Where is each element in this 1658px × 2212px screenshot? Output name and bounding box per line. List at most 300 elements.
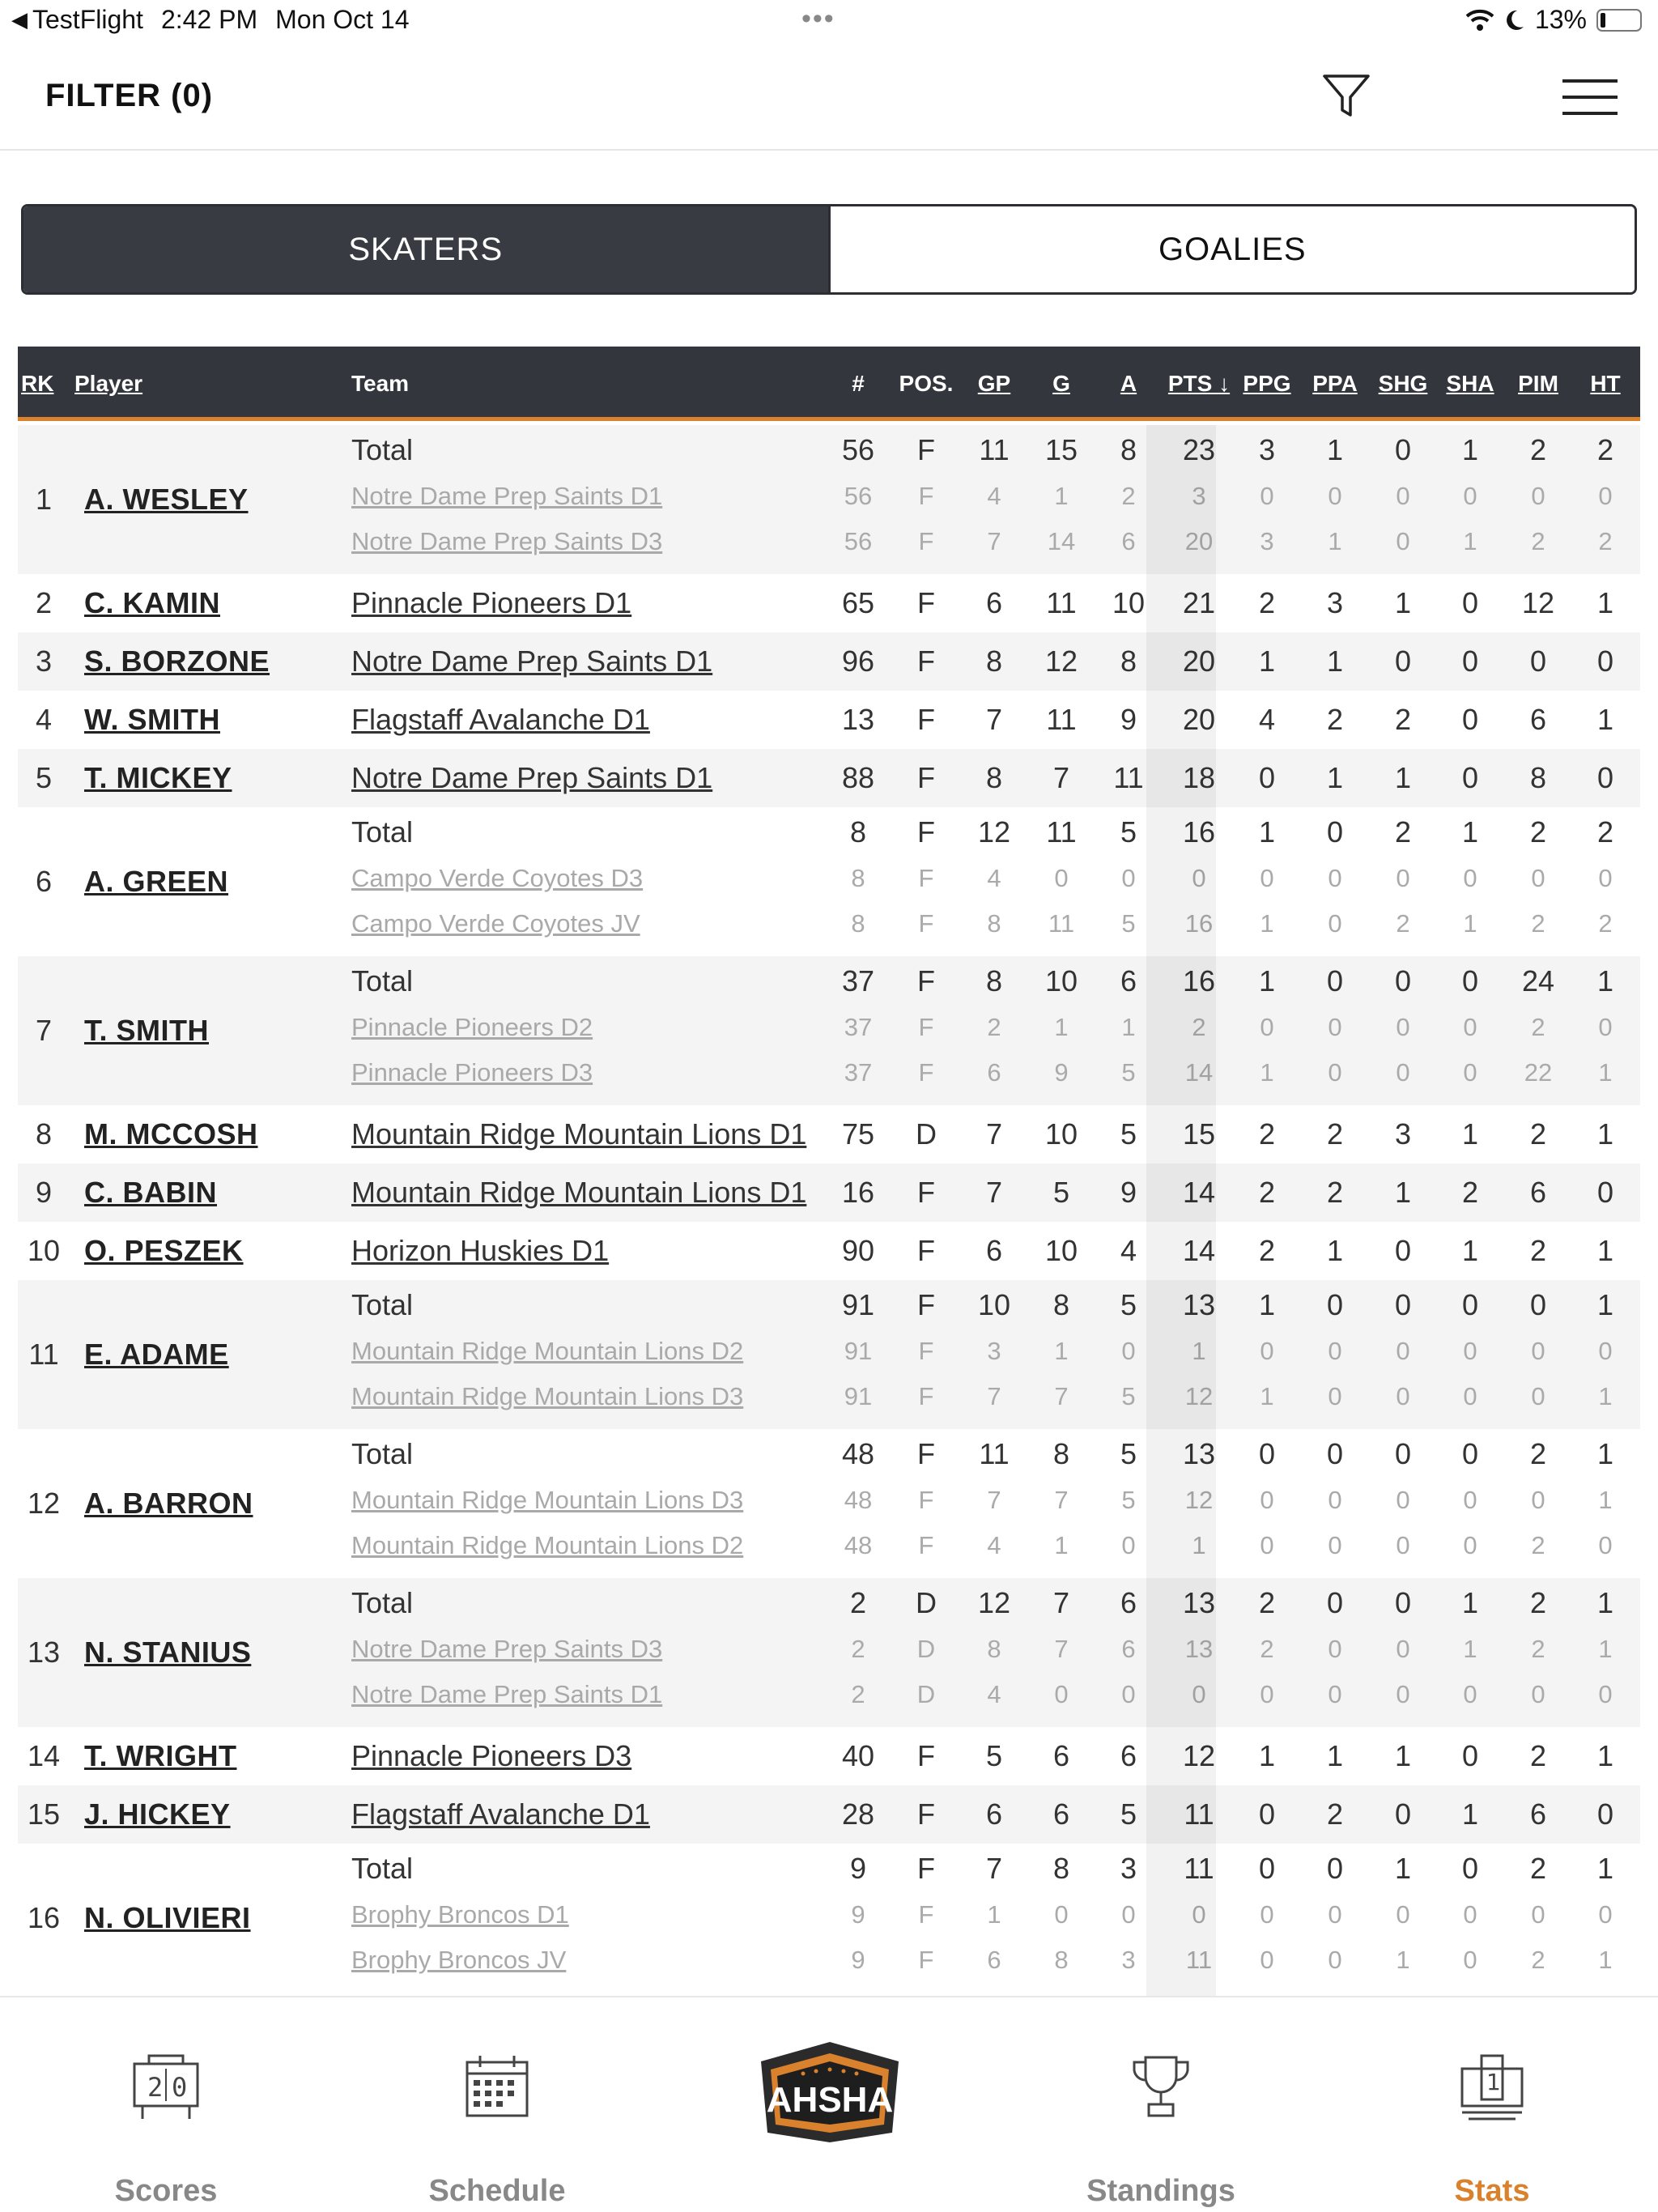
stat-sha: 1 [1463,1635,1477,1663]
stat-pts: 0 [1192,1680,1206,1708]
stat-sha: 0 [1463,482,1477,510]
stat-sha: 0 [1461,1852,1479,1885]
column-a[interactable]: A [1120,371,1137,396]
stat-shg: 0 [1394,1288,1412,1321]
stat-number: 56 [841,433,875,466]
svg-text:2: 2 [147,2072,164,2103]
stat-a: 6 [1121,1635,1136,1663]
player-name-link[interactable]: N. OLIVIERI [84,1901,251,1934]
stat-g: 11 [1046,815,1077,849]
stat-ht: 1 [1596,1288,1614,1321]
stat-pos: F [917,1176,935,1209]
stat-pim: 2 [1529,1234,1547,1267]
player-name-link[interactable]: O. PESZEK [84,1234,244,1267]
tab-stats[interactable] [1387,1997,1597,2212]
player-name-link[interactable]: N. STANIUS [84,1636,252,1669]
stat-shg: 3 [1394,1117,1412,1151]
rank: 16 [27,1901,61,1934]
stat-pim: 0 [1531,1382,1545,1410]
stat-pos: F [918,1013,934,1041]
stat-g: 12 [1044,644,1078,678]
stat-shg: 0 [1394,1437,1412,1470]
stat-pts: 11 [1185,1946,1213,1974]
stat-ppg: 0 [1258,1437,1276,1470]
total-label: Total [351,1437,414,1470]
stat-pts: 13 [1182,1586,1216,1619]
team-link[interactable]: Mountain Ridge Mountain Lions D3 [351,1486,744,1514]
stat-pts: 0 [1192,864,1206,892]
stat-sha: 1 [1461,1234,1479,1267]
stat-sha: 0 [1461,964,1479,998]
player-name-link[interactable]: S. BORZONE [84,644,270,678]
player-name-link[interactable]: T. WRIGHT [84,1739,237,1772]
back-arrow-icon[interactable]: ◀ [11,7,28,32]
stat-pts: 13 [1184,1635,1214,1663]
stat-ppg: 1 [1258,815,1276,849]
stat-a: 2 [1121,482,1136,510]
stat-g: 1 [1054,1337,1069,1365]
column-shg[interactable]: SHG [1378,371,1428,396]
stat-number: 91 [844,1337,873,1365]
table-row [18,1429,1640,1578]
team-link[interactable]: Brophy Broncos D1 [351,1900,569,1929]
stat-a: 1 [1121,1013,1136,1041]
stat-ppa: 0 [1326,1288,1344,1321]
team-link[interactable]: Mountain Ridge Mountain Lions D1 [351,1176,807,1209]
stat-pts: 12 [1184,1382,1214,1410]
stat-g: 15 [1044,433,1078,466]
stat-sha: 0 [1463,1486,1477,1514]
stat-number: 9 [851,1900,865,1929]
stat-a: 5 [1120,1797,1137,1831]
table-row [18,807,1640,956]
team-link[interactable]: Notre Dame Prep Saints D3 [351,527,663,555]
column-pos: POS. [899,371,954,396]
stat-pts: 16 [1182,815,1216,849]
stat-number: 16 [841,1176,875,1209]
table-row [18,1105,1640,1163]
stat-a: 0 [1121,864,1136,892]
stat-shg: 0 [1396,1058,1410,1087]
stat-g: 8 [1054,1946,1069,1974]
stat-sha: 0 [1461,1739,1479,1772]
stat-pim: 0 [1531,1337,1545,1365]
player-type-tabs [21,204,1637,295]
stat-a: 10 [1112,586,1146,619]
stat-ht: 0 [1598,1900,1613,1929]
stat-pts: 14 [1184,1058,1214,1087]
team-link[interactable]: Mountain Ridge Mountain Lions D2 [351,1531,744,1559]
stat-a: 9 [1120,703,1137,736]
stat-pos: D [916,1586,937,1619]
stat-pos: F [917,1234,935,1267]
stat-pim: 22 [1524,1058,1553,1087]
stat-ppg: 1 [1258,1288,1276,1321]
stat-sha: 0 [1461,761,1479,794]
stat-pos: D [916,1680,936,1708]
stat-ht: 2 [1598,527,1613,555]
stat-a: 9 [1120,1176,1137,1209]
stat-pim: 0 [1531,482,1545,510]
team-link[interactable]: Notre Dame Prep Saints D1 [351,761,713,794]
stat-a: 0 [1121,1900,1136,1929]
stat-shg: 0 [1396,482,1410,510]
stat-g: 14 [1047,527,1076,555]
stat-ppa: 0 [1328,1382,1342,1410]
stat-a: 5 [1120,1437,1137,1470]
team-link[interactable]: Notre Dame Prep Saints D1 [351,1680,663,1708]
hamburger-menu-icon[interactable] [1562,78,1618,117]
stat-a: 6 [1121,527,1136,555]
stat-pts: 14 [1182,1234,1216,1267]
stat-pim: 2 [1531,1531,1545,1559]
stat-shg: 0 [1394,433,1412,466]
stat-shg: 1 [1394,1739,1412,1772]
stat-pos: F [917,433,935,466]
stat-gp: 5 [985,1739,1003,1772]
stat-pts: 20 [1182,703,1216,736]
stat-ht: 1 [1596,1234,1614,1267]
stat-ppg: 1 [1258,644,1276,678]
stat-pim: 0 [1531,1900,1545,1929]
stat-ht: 1 [1598,1486,1613,1514]
stat-pos: F [918,527,934,555]
team-link[interactable]: Mountain Ridge Mountain Lions D3 [351,1382,744,1410]
stat-pos: F [918,1382,934,1410]
stat-g: 6 [1052,1739,1070,1772]
stat-a: 6 [1120,1586,1137,1619]
stat-g: 9 [1054,1058,1069,1087]
status-date: Mon Oct 14 [275,5,410,34]
team-link[interactable]: Mountain Ridge Mountain Lions D2 [351,1337,744,1365]
team-link[interactable]: Notre Dame Prep Saints D1 [351,482,663,510]
stat-gp: 7 [985,1117,1003,1151]
stat-pts: 16 [1182,964,1216,998]
stat-g: 7 [1052,761,1070,794]
stat-gp: 6 [987,1946,1001,1974]
stat-ppa: 0 [1326,1586,1344,1619]
battery-icon [1596,9,1642,32]
multitasking-dots-icon[interactable]: ••• [801,3,835,34]
stat-pim: 24 [1521,964,1555,998]
stat-sha: 0 [1461,586,1479,619]
player-name-link[interactable]: T. MICKEY [84,761,232,794]
stat-gp: 3 [987,1337,1001,1365]
stat-pim: 0 [1531,864,1545,892]
stat-ht: 0 [1598,1013,1613,1041]
stat-a: 8 [1120,644,1137,678]
stat-ppa: 2 [1326,1117,1344,1151]
team-link[interactable]: Brophy Broncos JV [351,1946,567,1974]
stat-pim: 2 [1531,527,1545,555]
team-link[interactable]: Pinnacle Pioneers D3 [351,1058,593,1087]
team-link[interactable]: Notre Dame Prep Saints D1 [351,644,713,678]
stat-gp: 11 [979,1437,1010,1470]
stat-g: 10 [1044,964,1078,998]
stats-table-header [18,347,1640,421]
stat-number: 75 [841,1117,875,1151]
stat-number: 8 [849,815,867,849]
stat-shg: 2 [1394,815,1412,849]
stat-gp: 4 [987,482,1001,510]
stat-ppa: 0 [1328,1531,1342,1559]
stat-ppa: 0 [1326,964,1344,998]
stat-ht: 1 [1596,1852,1614,1885]
stat-sha: 0 [1463,1531,1477,1559]
stat-g: 10 [1044,1117,1078,1151]
rank: 3 [35,644,53,678]
stat-pim: 0 [1529,644,1547,678]
stat-ppg: 2 [1258,1176,1276,1209]
stat-gp: 7 [987,527,1001,555]
filter-label[interactable]: FILTER (0) [45,78,214,113]
stat-shg: 0 [1396,1013,1410,1041]
stat-sha: 0 [1463,1900,1477,1929]
stat-ht: 0 [1598,1531,1613,1559]
stat-ppa: 2 [1326,703,1344,736]
player-name-link[interactable]: J. HICKEY [84,1797,231,1831]
stat-ht: 0 [1598,1337,1613,1365]
stat-pim: 2 [1531,909,1545,938]
stat-sha: 0 [1461,1288,1479,1321]
stat-g: 1 [1054,482,1069,510]
stat-ppa: 2 [1326,1797,1344,1831]
stat-sha: 1 [1461,433,1479,466]
stat-ppg: 0 [1260,1013,1274,1041]
stat-pos: F [917,1797,935,1831]
tab-scores[interactable] [61,1997,271,2212]
table-row [18,691,1640,749]
stat-pos: D [916,1635,936,1663]
stat-pts: 0 [1192,1900,1206,1929]
stat-pts: 13 [1182,1437,1216,1470]
stat-number: 8 [851,909,865,938]
total-label: Total [351,433,414,466]
tab-skaters[interactable]: SKATERS [23,206,828,292]
stat-ppa: 3 [1326,586,1344,619]
stat-sha: 0 [1463,1058,1477,1087]
stat-ht: 0 [1596,1797,1614,1831]
stat-number: 13 [841,703,875,736]
stat-ht: 0 [1598,864,1613,892]
team-link[interactable]: Pinnacle Pioneers D1 [351,586,632,619]
stat-shg: 0 [1396,1900,1410,1929]
stat-ppg: 2 [1258,1117,1276,1151]
rank: 10 [27,1234,61,1267]
stat-ppa: 0 [1326,815,1344,849]
stat-ppg: 2 [1258,1234,1276,1267]
stat-ppa: 0 [1328,1058,1342,1087]
stats-table-body [18,425,1640,1993]
stat-ht: 2 [1596,815,1614,849]
stat-gp: 8 [985,761,1003,794]
stat-a: 5 [1121,1486,1136,1514]
stat-pim: 12 [1521,586,1555,619]
table-row [18,1163,1640,1222]
stat-ppa: 0 [1326,1852,1344,1885]
stat-ht: 1 [1598,1382,1613,1410]
player-name-link[interactable]: T. SMITH [84,1014,209,1047]
stat-a: 3 [1120,1852,1137,1885]
stat-pts: 20 [1182,644,1216,678]
stat-shg: 0 [1396,1635,1410,1663]
team-link[interactable]: Notre Dame Prep Saints D3 [351,1635,663,1663]
player-name-link[interactable]: C. KAMIN [84,586,220,619]
column-ht[interactable]: HT [1590,371,1621,396]
team-link[interactable]: Pinnacle Pioneers D2 [351,1013,593,1041]
stat-number: 88 [841,761,875,794]
player-name-link[interactable]: A. WESLEY [84,483,249,516]
stat-shg: 0 [1396,1680,1410,1708]
column-gp[interactable]: GP [977,371,1011,396]
team-link[interactable]: Campo Verde Coyotes JV [351,909,640,938]
stat-ppg: 4 [1258,703,1276,736]
stat-g: 7 [1054,1382,1069,1410]
stat-ppa: 2 [1326,1176,1344,1209]
stat-number: 48 [844,1531,873,1559]
column-rk[interactable]: RK [21,371,54,396]
stat-pim: 2 [1529,815,1547,849]
table-row [18,1578,1640,1727]
stat-pim: 2 [1529,1117,1547,1151]
stat-g: 0 [1054,864,1069,892]
stat-a: 6 [1120,964,1137,998]
stat-sha: 1 [1461,1797,1479,1831]
stat-ht: 1 [1596,586,1614,619]
table-row [18,956,1640,1105]
tab-standings[interactable] [1056,1997,1266,2212]
back-app-label[interactable]: TestFlight [32,5,143,34]
stat-gp: 6 [985,586,1003,619]
column-player[interactable]: Player [74,371,143,396]
stat-gp: 6 [987,1058,1001,1087]
battery-percent: 13% [1534,5,1587,34]
stat-g: 11 [1046,586,1077,619]
stat-a: 3 [1121,1946,1136,1974]
stats-board-icon [1457,2052,1527,2122]
rank: 6 [35,865,53,898]
stat-ppa: 0 [1328,1013,1342,1041]
stat-pts: 12 [1182,1739,1216,1772]
team-link[interactable]: Horizon Huskies D1 [351,1234,610,1267]
stat-ppa: 0 [1328,864,1342,892]
stat-pim: 2 [1531,1946,1545,1974]
player-name-link[interactable]: E. ADAME [84,1338,229,1371]
player-name-link[interactable]: M. MCCOSH [84,1117,258,1151]
stat-pos: F [918,864,934,892]
team-link[interactable]: Campo Verde Coyotes D3 [351,864,644,892]
player-name-link[interactable]: A. BARRON [84,1487,253,1520]
stat-ppa: 0 [1328,1680,1342,1708]
stat-pim: 2 [1529,1437,1547,1470]
team-link[interactable]: Pinnacle Pioneers D3 [351,1739,632,1772]
tab-stats-label: Stats [1454,2174,1530,2208]
column-sha[interactable]: SHA [1446,371,1494,396]
team-link[interactable]: Mountain Ridge Mountain Lions D1 [351,1117,807,1151]
ahsha-logo[interactable] [753,2037,907,2147]
tab-schedule[interactable] [392,1997,602,2212]
scoreboard-icon [131,2052,201,2122]
funnel-icon[interactable] [1321,71,1371,121]
team-link[interactable]: Flagstaff Avalanche D1 [351,703,650,736]
column-pts[interactable]: PTS ↓ [1167,371,1231,396]
stat-ppg: 0 [1260,1486,1274,1514]
moon-icon [1504,9,1525,32]
stat-sha: 1 [1463,527,1477,555]
rank: 14 [27,1739,61,1772]
stat-g: 10 [1044,1234,1078,1267]
column-ppg[interactable]: PPG [1243,371,1291,396]
stat-g: 11 [1048,909,1075,938]
column-ppa[interactable]: PPA [1312,371,1358,396]
stat-pos: F [917,703,935,736]
table-row [18,425,1640,574]
rank: 9 [35,1176,53,1209]
player-name-link[interactable]: W. SMITH [84,703,220,736]
stat-ppg: 1 [1260,909,1274,938]
stat-a: 5 [1121,1382,1136,1410]
stat-pos: F [917,761,935,794]
table-row [18,1785,1640,1844]
stat-ht: 0 [1598,1680,1613,1708]
stat-sha: 1 [1461,1117,1479,1151]
stat-ppg: 0 [1260,864,1274,892]
stat-pos: F [917,586,935,619]
player-name-link[interactable]: A. GREEN [84,865,229,898]
stat-gp: 11 [979,433,1010,466]
stat-ht: 0 [1598,482,1613,510]
stat-pim: 0 [1531,1680,1545,1708]
rank: 13 [27,1636,61,1669]
tab-goalies[interactable]: GOALIES [828,206,1635,292]
stat-pos: F [917,644,935,678]
stat-pts: 11 [1184,1797,1214,1831]
stat-shg: 0 [1396,1486,1410,1514]
stat-number: 56 [844,482,873,510]
stat-ppg: 0 [1258,1797,1276,1831]
tab-standings-label: Standings [1086,2174,1235,2208]
stat-number: 91 [844,1382,873,1410]
stat-pim: 6 [1529,1176,1547,1209]
stat-shg: 0 [1394,644,1412,678]
stat-pts: 1 [1192,1531,1206,1559]
stat-pts: 14 [1182,1176,1216,1209]
status-time: 2:42 PM [160,5,258,34]
stat-pim: 2 [1531,1635,1545,1663]
stat-shg: 0 [1396,1382,1410,1410]
stat-ppg: 2 [1258,1586,1276,1619]
stat-number: 2 [851,1635,865,1663]
stat-ht: 1 [1596,1739,1614,1772]
stat-number: 9 [851,1946,865,1974]
column-g[interactable]: G [1052,371,1070,396]
column-pim[interactable]: PIM [1518,371,1558,396]
stat-a: 5 [1120,815,1137,849]
stat-gp: 7 [987,1382,1001,1410]
team-link[interactable]: Flagstaff Avalanche D1 [351,1797,650,1831]
stat-shg: 1 [1394,1852,1412,1885]
stat-shg: 2 [1394,703,1412,736]
stat-ppg: 3 [1260,527,1274,555]
stat-ppa: 0 [1326,1437,1344,1470]
stat-pim: 2 [1531,1013,1545,1041]
rank: 4 [35,703,53,736]
stat-gp: 8 [987,909,1001,938]
stat-ht: 1 [1598,1635,1613,1663]
player-name-link[interactable]: C. BABIN [84,1176,217,1209]
tab-scores-label: Scores [114,2174,218,2208]
stat-pim: 6 [1529,1797,1547,1831]
